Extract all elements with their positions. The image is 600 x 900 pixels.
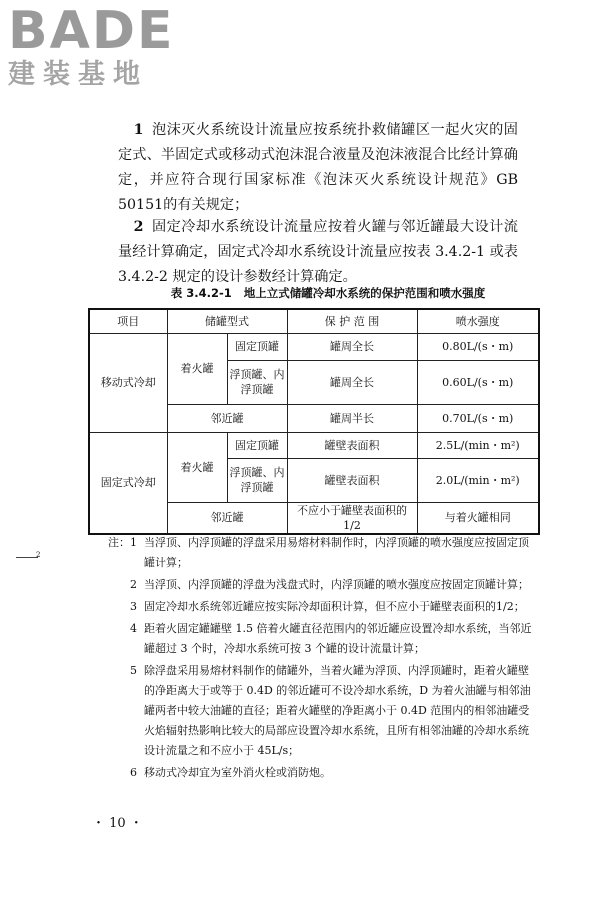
intensity-cell: 0.70L/(s・m) xyxy=(417,404,539,432)
note-number: 5 xyxy=(130,664,137,677)
bade-logo xyxy=(8,1,178,90)
header-item: 项目 xyxy=(89,309,167,333)
intensity-cell: 2.0L/(min・m²) xyxy=(417,458,539,502)
header-tank-type: 储罐型式 xyxy=(167,309,287,333)
tank-type-cell: 固定顶罐 xyxy=(227,333,287,360)
paragraph-1 xyxy=(118,118,518,218)
note-item xyxy=(108,661,538,761)
note-item xyxy=(108,763,538,783)
note-number: 2 xyxy=(130,578,137,591)
note-number: 3 xyxy=(130,600,137,613)
scope-cell: 罐壁表面积 xyxy=(287,458,417,502)
fixed-burning-tank-label: 着火罐 xyxy=(167,432,227,502)
paragraph-2 xyxy=(118,215,518,290)
note-text: 固定冷却水系统邻近罐应按实际冷却面积计算，但不应小于罐壁表面积的1/2； xyxy=(144,600,525,613)
page-number: ・ 10 ・ xyxy=(92,816,143,831)
table-caption-title: 地上立式储罐冷却水系统的保护范围和喷水强度 xyxy=(243,286,486,300)
note-item xyxy=(108,575,538,595)
intensity-cell: 2.5L/(min・m²) xyxy=(417,432,539,458)
fixed-cooling-label: 固定式冷却 xyxy=(89,432,167,534)
table-caption-number: 表 3.4.2-1 xyxy=(170,286,232,300)
header-intensity: 喷水强度 xyxy=(417,309,539,333)
note-text: 当浮顶、内浮顶罐的浮盘采用易熔材料制作时，内浮顶罐的喷水强度应按固定顶罐计算； xyxy=(144,536,529,569)
paragraph-2-text: 固定冷却水系统设计流量应按着火罐与邻近罐最大设计流量经计算确定，固定式冷却水系统设计流量应按表 3.4.2-1 或表 3.4.2-2 规定的设计参数经计算确定。 xyxy=(118,219,518,285)
paragraph-1-number: 1 xyxy=(133,122,144,138)
note-text: 距着火固定罐罐壁 1.5 倍着火罐直径范围内的邻近罐应设置冷却水系统，当邻近罐超过 3 个时，冷却水系统可按 3 个罐的设计流量计算； xyxy=(144,622,532,655)
scope-cell: 不应小于罐壁表面积的 1/2 xyxy=(287,502,417,534)
note-number: 6 xyxy=(130,766,137,779)
table-row xyxy=(89,333,539,360)
table-row xyxy=(89,432,539,458)
fixed-adjacent-tank-label: 邻近罐 xyxy=(167,502,287,534)
scope-cell: 罐周半长 xyxy=(287,404,417,432)
notes-prefix-text: 注： xyxy=(108,536,130,549)
note-text: 除浮盘采用易熔材料制作的储罐外，当着火罐为浮顶、内浮顶罐时，距着火罐壁的净距离大于或等于 0.4D 的邻近罐可不设冷却水系统，D 为着火油罐与相邻油罐两者中较大油罐的直径；距着火罐壁的净距离小于 0.4D 范围内的相邻油罐受火焰辐射热影响比较大的局部应设置冷却水系统，且所有相邻油罐的冷却水系统设计流量之和不应小于 45L/s； xyxy=(144,664,531,757)
intensity-cell: 0.80L/(s・m) xyxy=(417,333,539,360)
note-prefix xyxy=(108,533,130,573)
mobile-burning-tank-label: 着火罐 xyxy=(167,333,227,404)
note-number: 1 xyxy=(130,536,137,549)
mobile-cooling-label: 移动式冷却 xyxy=(89,333,167,432)
mobile-adjacent-tank-label: 邻近罐 xyxy=(167,404,287,432)
intensity-cell: 与着火罐相同 xyxy=(417,502,539,534)
scope-cell: 罐周全长 xyxy=(287,333,417,360)
note-item xyxy=(108,597,538,617)
note-text: 移动式冷却宜为室外消火栓或消防炮。 xyxy=(144,766,331,779)
margin-mark: 2 xyxy=(36,551,41,559)
intensity-cell: 0.60L/(s・m) xyxy=(417,360,539,404)
note-number: 4 xyxy=(130,622,137,635)
logo-wordmark: BADE xyxy=(8,1,175,61)
logo-subtitle: 建装基地 xyxy=(8,59,148,90)
tank-type-cell: 浮顶罐、内浮顶罐 xyxy=(227,458,287,502)
scope-cell: 罐壁表面积 xyxy=(287,432,417,458)
note-item xyxy=(108,533,538,573)
paragraph-1-text: 泡沫灭火系统设计流量应按系统扑救储罐区一起火灾的固定式、半固定式或移动式泡沫混合液量及泡沫液混合比经计算确定，并应符合现行国家标准《泡沫灭火系统设计规范》GB 50151的有关规定； xyxy=(118,122,518,213)
note-text: 当浮顶、内浮顶罐的浮盘为浅盘式时，内浮顶罐的喷水强度应按固定顶罐计算； xyxy=(144,578,529,591)
tank-type-cell: 固定顶罐 xyxy=(227,432,287,458)
paragraph-2-number: 2 xyxy=(133,219,144,235)
table-header-row xyxy=(89,309,539,333)
scope-cell: 罐周全长 xyxy=(287,360,417,404)
cooling-water-table xyxy=(88,308,540,535)
tank-type-cell: 浮顶罐、内浮顶罐 xyxy=(227,360,287,404)
margin-rule xyxy=(16,557,38,558)
table-notes xyxy=(108,533,538,783)
table-caption xyxy=(118,285,538,301)
note-item xyxy=(108,619,538,659)
header-scope: 保 护 范 围 xyxy=(287,309,417,333)
